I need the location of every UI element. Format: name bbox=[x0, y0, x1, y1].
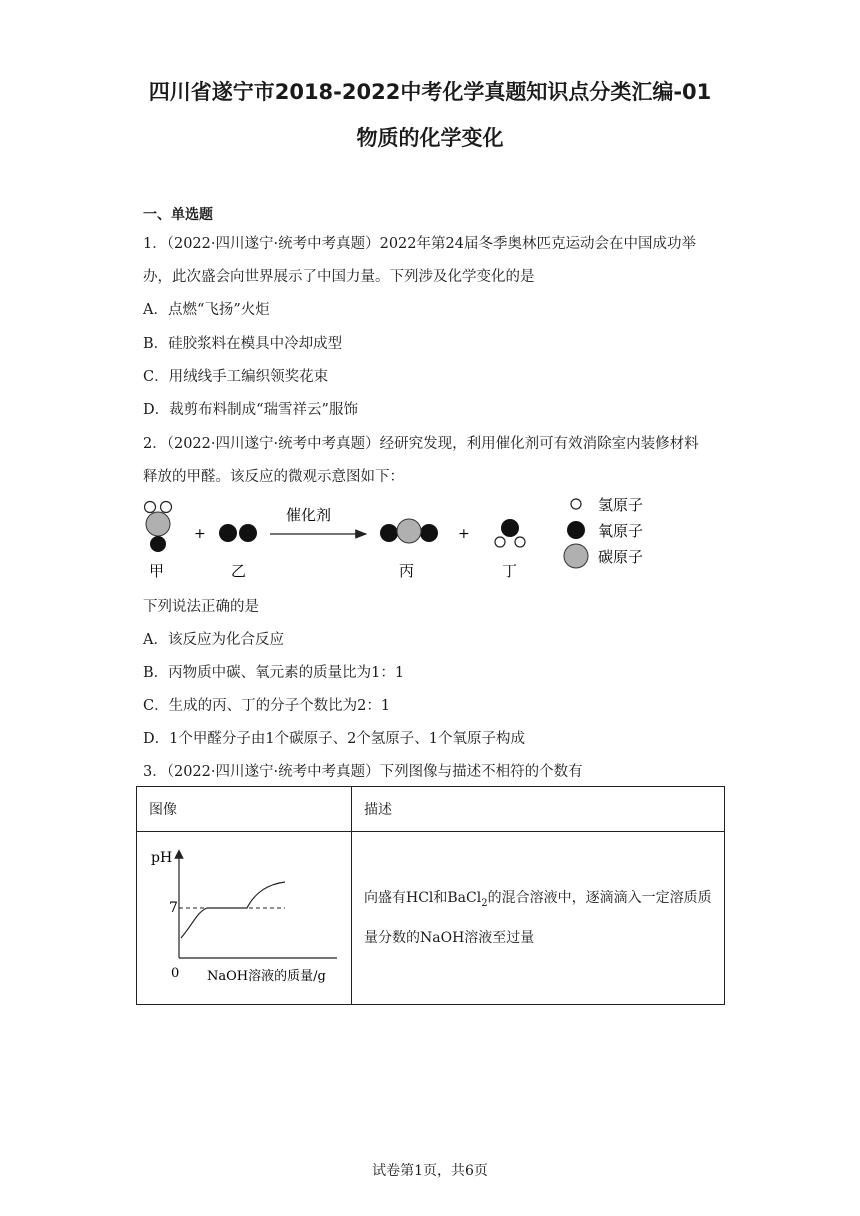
table-header-image: 图像 bbox=[137, 787, 352, 832]
y-tick-7: 7 bbox=[169, 900, 178, 916]
page-footer: 试卷第1页，共6页 bbox=[372, 1163, 488, 1179]
q1-option-c: C．用绒线手工编织领奖花束 bbox=[143, 369, 329, 385]
legend-carbon: 碳原子 bbox=[598, 548, 644, 566]
legend-oxygen: 氧原子 bbox=[598, 522, 644, 540]
label-ding: 丁 bbox=[502, 562, 518, 580]
catalyst-label: 催化剂 bbox=[286, 506, 332, 524]
section-heading: 一、单选题 bbox=[143, 207, 213, 223]
q2-option-b: B．丙物质中碳、氧元素的质量比为1：1 bbox=[143, 665, 405, 681]
legend-hydrogen: 氢原子 bbox=[598, 496, 644, 514]
ph-curve bbox=[181, 882, 285, 938]
q2-option-a: A．该反应为化合反应 bbox=[143, 632, 284, 648]
plus-sign: + bbox=[194, 526, 206, 542]
document-title-line2: 物质的化学变化 bbox=[356, 126, 504, 150]
origin-label: 0 bbox=[171, 966, 180, 981]
q1-stem-line2: 办，此次盛会向世界展示了中国力量。下列涉及化学变化的是 bbox=[143, 269, 535, 285]
q3-stem: 3．（2022·四川遂宁·统考中考真题）下列图像与描述不相符的个数有 bbox=[143, 764, 583, 780]
molecule-ding bbox=[495, 519, 525, 547]
x-axis-label: NaOH溶液的质量/g bbox=[207, 969, 326, 984]
y-axis-label: pH bbox=[151, 850, 173, 866]
reaction-micro-diagram bbox=[136, 494, 676, 586]
table-cell-graph bbox=[137, 832, 352, 1005]
table-header-desc: 描述 bbox=[352, 787, 725, 832]
q2-option-c: C．生成的丙、丁的分子个数比为2：1 bbox=[143, 698, 391, 714]
molecule-yi bbox=[219, 524, 257, 542]
molecule-bing bbox=[380, 519, 438, 543]
document-title-line1: 四川省遂宁市2018-2022中考化学真题知识点分类汇编-01 bbox=[148, 80, 712, 104]
molecule-jia bbox=[145, 502, 172, 553]
q2-stem-line1: 2．（2022·四川遂宁·统考中考真题）经研究发现，利用催化剂可有效消除室内装修材料 bbox=[143, 436, 699, 452]
q1-stem-line1: 1．（2022·四川遂宁·统考中考真题）2022年第24届冬季奥林匹克运动会在中国成功举 bbox=[143, 236, 696, 252]
row1-description: 向盛有HCl和BaCl$_2$的混合溶液中，逐滴滴入一定溶质质量分数的NaOH溶液至过量 bbox=[364, 890, 712, 946]
table-cell-desc bbox=[352, 832, 725, 1005]
label-bing: 丙 bbox=[399, 562, 415, 580]
label-yi: 乙 bbox=[231, 562, 247, 580]
label-jia: 甲 bbox=[149, 562, 165, 580]
q1-option-b: B．硅胶浆料在模具中冷却成型 bbox=[143, 336, 343, 352]
ph-graph bbox=[137, 832, 351, 1000]
q3-table bbox=[136, 786, 725, 1005]
q1-option-d: D．裁剪布料制成“瑞雪祥云”服饰 bbox=[143, 402, 358, 418]
q2-stem-line2: 释放的甲醛。该反应的微观示意图如下： bbox=[143, 469, 404, 485]
legend bbox=[564, 496, 643, 568]
q1-option-a: A．点燃“飞扬”火炬 bbox=[143, 302, 270, 318]
q2-lead: 下列说法正确的是 bbox=[143, 599, 259, 615]
plus-sign: + bbox=[458, 526, 470, 542]
q2-option-d: D．1个甲醛分子由1个碳原子、2个氢原子、1个氧原子构成 bbox=[143, 731, 526, 747]
